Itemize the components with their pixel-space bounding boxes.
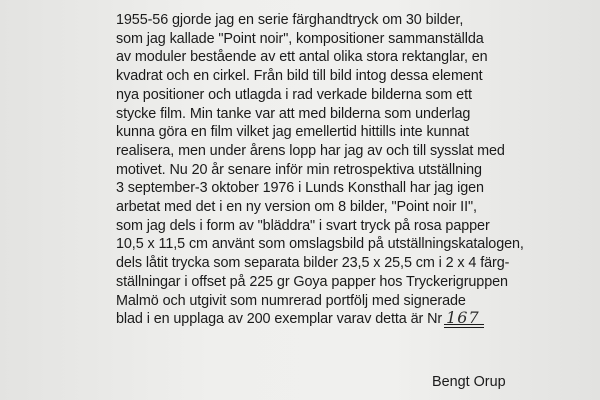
text-line-2: som jag kallade "Point noir", kompositioner sammanställda — [116, 30, 484, 47]
text-line-5: nya positioner och utlagda i rad verkade bilderna som ett — [116, 86, 472, 103]
edition-number-field — [444, 310, 484, 326]
number-underline-second — [444, 327, 484, 328]
text-line-6: stycke film. Min tanke var att med bilderna som underlag — [116, 105, 471, 122]
text-line-9: motivet. Nu 20 år senare inför min retrospektiva utställning — [116, 161, 482, 178]
number-underline — [444, 324, 484, 325]
text-line-4: kvadrat och en cirkel. Från bild till bild intog dessa element — [116, 68, 483, 85]
text-line-1: 1955-56 gjorde jag en serie färghandtryck om 30 bilder, — [116, 12, 464, 28]
text-line-11: arbetat med det i en ny version om 8 bilder, "Point noir II", — [116, 199, 477, 216]
last-line-text: blad i en upplaga av 200 exemplar varav detta är Nr — [116, 311, 443, 328]
text-line-8: realisera, men under årens lopp har jag av och till sysslat med — [116, 142, 505, 159]
body-text — [116, 11, 586, 329]
handwritten-edition-number: 167 — [446, 308, 480, 328]
text-line-3: av moduler bestående av ett antal olika stora rektanglar, en — [116, 49, 488, 66]
text-line-10: 3 september-3 oktober 1976 i Lunds Konsthall har jag igen — [116, 180, 484, 197]
text-line-14: dels låtit trycka som separata bilder 23,5 x 25,5 cm i 2 x 4 färg- — [116, 255, 510, 272]
text-line-15: ställningar i offset på 225 gr Goya papper hos Tryckerigruppen — [116, 273, 508, 290]
text-line-7: kunna göra en film vilket jag emellertid hittills inte kunnat — [116, 124, 470, 141]
text-line-16: Malmö och utgivit som numrerad portfölj med signerade — [116, 292, 466, 309]
text-line-13: 10,5 x 11,5 cm använt som omslagsbild på utställningskatalogen, — [116, 236, 524, 253]
author-signature: Bengt Orup — [432, 374, 506, 390]
text-line-17 — [116, 310, 586, 329]
text-line-12: som jag dels i form av "bläddra" i svart tryck på rosa papper — [116, 217, 490, 234]
